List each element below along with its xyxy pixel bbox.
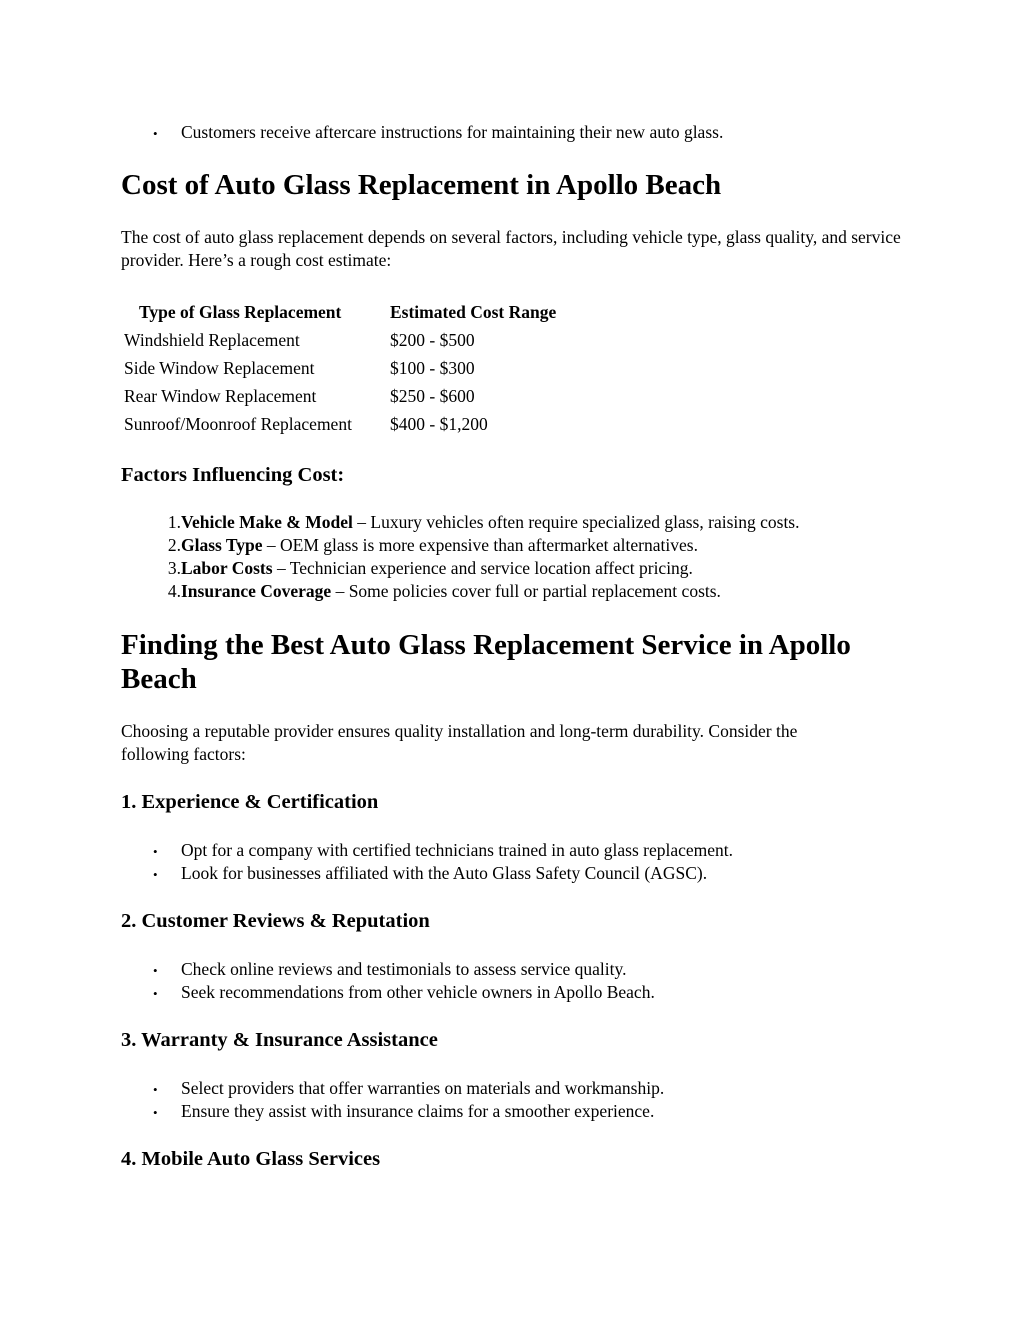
bullet-marker: •	[153, 986, 158, 1001]
subsection-heading: 4. Mobile Auto Glass Services	[121, 1148, 381, 1170]
list-number: 2.	[167, 535, 181, 555]
bullet-marker: •	[153, 1105, 158, 1120]
table-cell-type: Sunroof/Moonroof Replacement	[124, 413, 352, 434]
table-cell-cost: $250 - $600	[390, 385, 475, 406]
table-row	[124, 354, 556, 382]
table-cell-type: Rear Window Replacement	[124, 385, 317, 406]
list-number: 1.	[167, 512, 181, 532]
table-cell-type: Windshield Replacement	[124, 329, 300, 350]
list-item: Look for businesses affiliated with the Auto Glass Safety Council (AGSC).	[181, 863, 708, 883]
list-item: Seek recommendations from other vehicle owners in Apollo Beach.	[181, 982, 655, 1002]
table-row	[124, 382, 556, 410]
list-item: Ensure they assist with insurance claims for a smoother experience.	[181, 1101, 655, 1121]
table-cell-cost: $100 - $300	[390, 357, 475, 378]
bullet-marker: •	[153, 963, 158, 978]
cost-heading: Cost of Auto Glass Replacement in Apollo Beach	[121, 169, 722, 201]
list-item-content: Glass Type – OEM glass is more expensive than aftermarket alternatives.	[181, 535, 698, 555]
list-item	[121, 580, 800, 603]
bullet-marker: •	[153, 844, 158, 859]
cost-table	[124, 298, 556, 438]
list-item: Check online reviews and testimonials to assess service quality.	[181, 959, 627, 979]
table-cell-cost: $400 - $1,200	[390, 413, 488, 434]
subsection-heading: 3. Warranty & Insurance Assistance	[121, 1029, 438, 1051]
table-header-row	[124, 298, 556, 326]
bullet-marker: •	[153, 867, 158, 882]
list-item	[121, 534, 800, 557]
finding-heading-line1: Finding the Best Auto Glass Replacement Service in Apollo	[121, 629, 851, 661]
table-row	[124, 410, 556, 438]
list-item-content: Vehicle Make & Model – Luxury vehicles often require specialized glass, raising costs.	[181, 512, 800, 532]
list-number: 4.	[167, 581, 181, 601]
finding-heading-line2: Beach	[121, 663, 197, 695]
list-item-content: Labor Costs – Technician experience and service location affect pricing.	[181, 558, 693, 578]
bullet-marker: •	[153, 126, 158, 141]
table-cell-cost: $200 - $500	[390, 329, 475, 350]
list-item	[121, 511, 800, 534]
table-cell-type: Side Window Replacement	[124, 357, 315, 378]
bullet-marker: •	[153, 1082, 158, 1097]
cost-paragraph: The cost of auto glass replacement depends on several factors, including vehicle type, glass quality, and service provider. Here’s a rough cost estimate:	[121, 227, 901, 270]
list-number: 3.	[167, 558, 181, 578]
list-item: Select providers that offer warranties on materials and workmanship.	[181, 1078, 665, 1098]
table-row	[124, 326, 556, 354]
table-header-type: Type of Glass Replacement	[139, 301, 342, 322]
intro-bullet-text: Customers receive aftercare instructions for maintaining their new auto glass.	[181, 122, 724, 142]
subsection-heading: 2. Customer Reviews & Reputation	[121, 910, 430, 932]
finding-paragraph-line1: Choosing a reputable provider ensures quality installation and long-term durability. Consider the	[121, 721, 798, 741]
table-header-cost: Estimated Cost Range	[390, 301, 557, 322]
list-item-content: Insurance Coverage – Some policies cover full or partial replacement costs.	[181, 581, 721, 601]
list-item: Opt for a company with certified technicians trained in auto glass replacement.	[181, 840, 734, 860]
finding-paragraph-line2: following factors:	[121, 744, 246, 764]
factors-heading: Factors Influencing Cost:	[121, 464, 345, 486]
subsection-heading: 1. Experience & Certification	[121, 791, 379, 813]
factors-list	[121, 511, 800, 603]
list-item	[121, 557, 800, 580]
